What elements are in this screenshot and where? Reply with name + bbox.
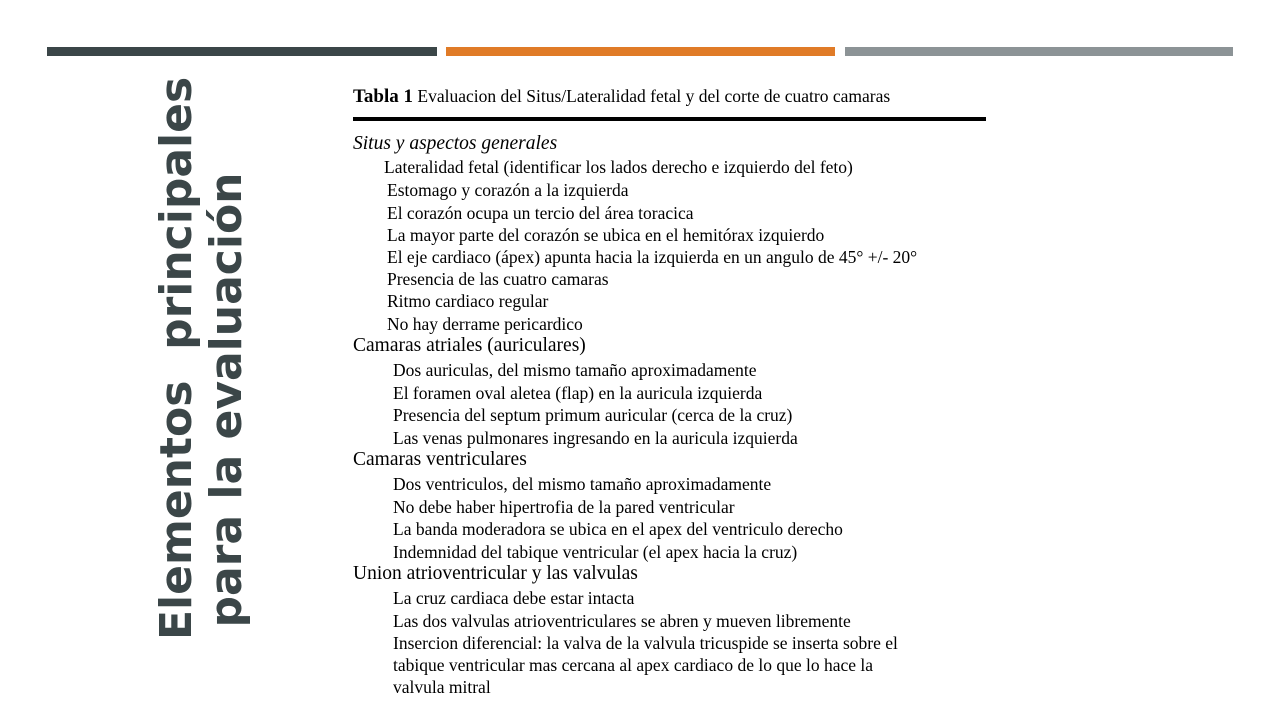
list-item: tabique ventricular mas cercana al apex cardiaco de lo que lo hace la — [393, 655, 874, 675]
list-item: Insercion diferencial: la valva de la valvula tricuspide se inserta sobre el — [393, 633, 898, 653]
list-item: Las venas pulmonares ingresando en la auricula izquierda — [393, 428, 798, 448]
slide-title — [151, 76, 272, 640]
list-item: No debe haber hipertrofia de la pared ventricular — [393, 497, 735, 517]
table-rule — [353, 117, 986, 121]
table-label: Tabla 1 — [353, 86, 414, 107]
list-item: Lateralidad fetal (identificar los lados derecho e izquierdo del feto) — [384, 157, 853, 177]
list-item: La mayor parte del corazón se ubica en el hemitórax izquierdo — [387, 225, 825, 245]
list-item: Ritmo cardiaco regular — [387, 291, 549, 311]
top-bar-orange — [446, 47, 835, 56]
table-caption: Evaluacion del Situs/Lateralidad fetal y del corte de cuatro camaras — [417, 86, 891, 106]
section-title-atriales: Camaras atriales (auriculares) — [353, 335, 586, 356]
list-item: Las dos valvulas atrioventriculares se abren y mueven libremente — [393, 611, 851, 631]
list-item: Dos ventriculos, del mismo tamaño aproximadamente — [393, 474, 772, 494]
table-heading — [353, 86, 890, 108]
list-item: Dos auriculas, del mismo tamaño aproximadamente — [393, 360, 757, 380]
section-title-situs: Situs y aspectos generales — [353, 133, 558, 154]
top-bar-gray — [845, 47, 1233, 56]
list-item: Presencia de las cuatro camaras — [387, 269, 609, 289]
list-item: La cruz cardiaca debe estar intacta — [393, 588, 635, 608]
section-title-union: Union atrioventricular y las valvulas — [353, 563, 638, 584]
list-item: El eje cardiaco (ápex) apunta hacia la izquierda en un angulo de 45° +/- 20° — [387, 247, 918, 267]
list-item: El foramen oval aletea (flap) en la auricula izquierda — [393, 383, 763, 403]
slide-title-line-2: para la evaluación — [201, 172, 252, 628]
list-item: La banda moderadora se ubica en el apex del ventriculo derecho — [393, 519, 843, 539]
section-title-ventriculares: Camaras ventriculares — [353, 449, 527, 470]
list-item: El corazón ocupa un tercio del área toracica — [387, 203, 694, 223]
list-item: Indemnidad del tabique ventricular (el apex hacia la cruz) — [393, 542, 798, 562]
list-item: Estomago y corazón a la izquierda — [387, 180, 629, 200]
list-item: valvula mitral — [393, 677, 491, 697]
slide-title-line-1: Elementos principales — [151, 76, 202, 640]
list-item: Presencia del septum primum auricular (cerca de la cruz) — [393, 405, 793, 425]
list-item: No hay derrame pericardico — [387, 314, 583, 334]
top-bar-dark — [47, 47, 437, 56]
